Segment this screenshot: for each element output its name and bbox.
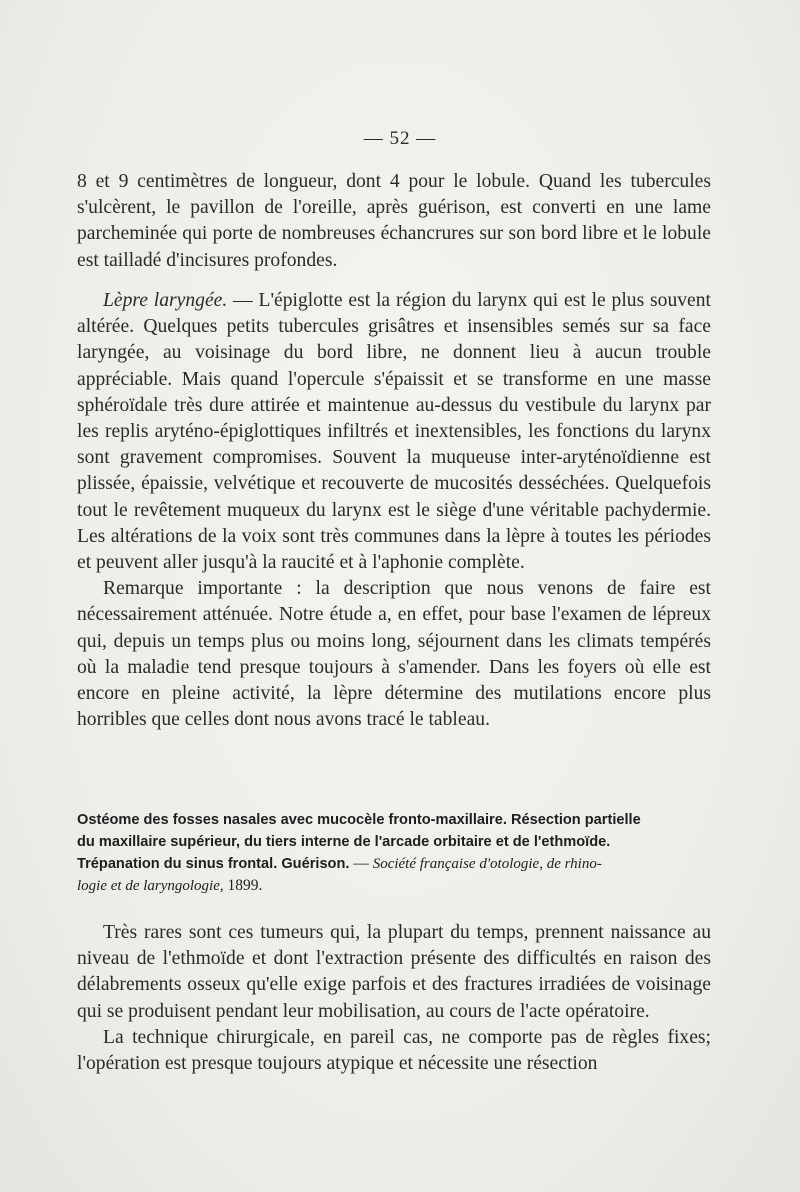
text-block-laryngeal [77,288,711,733]
heading-line-2: du maxillaire supérieur, du tiers interne de l'arcade orbitaire et de l'ethmoïde. [77,834,611,850]
paragraph-laryngeal-body: — L'épiglotte est la région du larynx qui est le plus souvent altérée. Quelques petits tubercules grisâtres et insensibles semés sur sa face laryngée, au voisinage du bord libre, ne donnent lieu à aucun trouble appréciable. Mais quand l'opercule s'épaissit et se transforme en une masse sphéroïdale très dure attirée et maintenue au-dessus du vestibule du larynx par les replis aryténo-épiglottiques infiltrés et inextensibles, les fonctions du larynx sont gravement compromises. Souvent la muqueuse inter-aryténoïdienne est plissée, épaissie, velvétique et recouverte de mucosités desséchées. Quelquefois tout le revêtement muqueux du larynx est le siège d'une véritable pachydermie. Les altérations de la voix sont très communes dans la lèpre à toutes les périodes et peuvent aller jusqu'à la raucité et à l'aphonie complète. [77,290,711,574]
text-block-bottom [77,920,711,1077]
paragraph-tumours: Très rares sont ces tumeurs qui, la plupart du temps, prennent naissance au niveau de l'ethmoïde et dont l'extraction présente des difficultés en raison des délabrements osseux qu'elle exige parfois et des fractures irradiées de voisinage qui se produisent pendant leur mobilisation, au cours de l'acte opératoire. [77,922,711,1022]
paragraph-lead-italic: Lèpre laryngée. [103,290,228,311]
paragraph-ear-lesions: 8 et 9 centimètres de longueur, dont 4 pour le lobule. Quand les tubercules s'ulcèrent, le pavillon de l'oreille, après guérison, est converti en une lame parcheminée qui porte de nombreuses échancrures sur son bord libre et le lobule est tailladé d'incisures profondes. [77,171,711,271]
paragraph-technique: La technique chirurgicale, en pareil cas, ne comporte pas de règles fixes; l'opération est presque toujours atypique et nécessite une résection [77,1026,711,1075]
page-number: — 52 — [363,128,437,149]
paragraph-laryngeal-leprosy [77,288,711,576]
heading-source-year: 1899. [223,877,263,894]
heading-line-3 [77,853,711,875]
text-block-top [77,169,711,274]
heading-source-dash: — [349,855,373,872]
heading-source-society-cont: logie et de laryngologie, [77,878,224,894]
heading-source-society: Société française d'otologie, de rhino- [372,856,602,872]
heading-line-1: Ostéome des fosses nasales avec mucocèle fronto-maxillaire. Résection partielle [77,812,641,828]
heading-line-4 [77,875,711,897]
heading-line-3-title: Trépanation du sinus frontal. Guérison. [77,856,350,872]
article-heading [77,809,711,897]
paragraph-remark: Remarque importante : la description que nous venons de faire est nécessairement atténuée. Notre étude a, en effet, pour base l'examen de lépreux qui, depuis un temps plus ou moins long, séjournent dans les climats tempérés où la maladie tend presque toujours à s'amender. Dans les foyers où elle est encore en pleine activité, la lèpre détermine des mutilations encore plus horribles que celles dont nous avons tracé le tableau. [77,578,711,731]
